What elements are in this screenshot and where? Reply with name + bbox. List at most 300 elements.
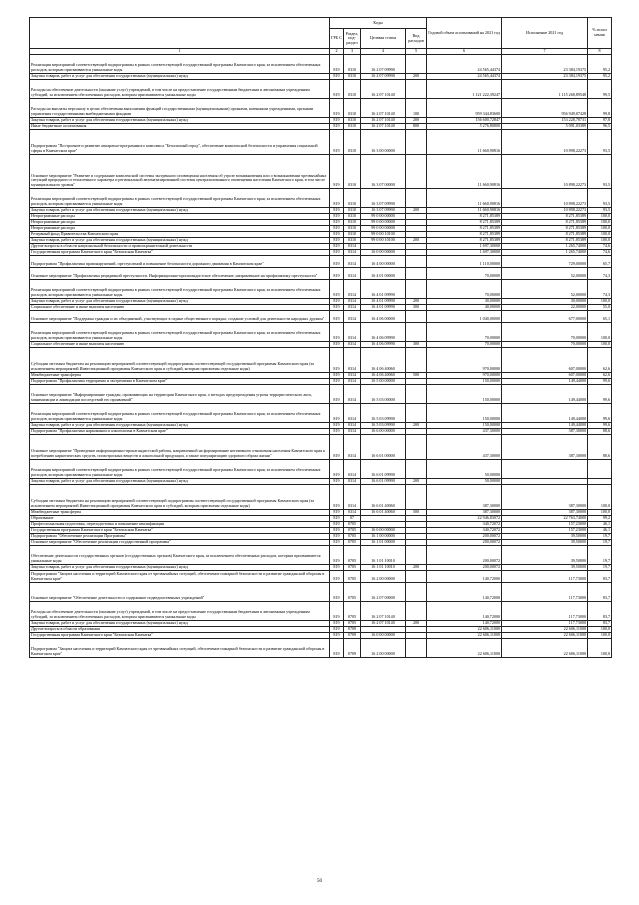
cell-t: 16 2 07 10140 [361,620,406,626]
cell-t: 16 6 01 09990 [361,478,406,484]
cell-v [406,322,427,341]
cell-name: Межбюджетные трансферты [30,509,330,515]
cell-e: 149,44000 [502,422,588,428]
cell-a: 437,30000 [427,428,502,434]
cell-s: 0705 [344,564,361,570]
cell-v: 200 [406,422,427,428]
cell-e: 22 606,11000 [502,638,588,657]
cell-s: 0314 [344,279,361,298]
cell-a: 387,30000 [427,484,502,509]
cell-g: 819 [330,98,344,117]
cell-a: 8 271,85389 [427,237,502,243]
cell-a: 340,72072 [427,521,502,527]
cell-g: 819 [330,509,344,515]
cell-g: 819 [330,255,344,267]
cell-g: 819 [330,249,344,255]
cell-g: 819 [330,478,344,484]
cell-name: Реализация мероприятий соответствующей подпрограммы в рамках соответствующей государственной программы Камчатского края, за исключением обеспеченных расходов, которым присваиваются уникальные коды [30,279,330,298]
cell-a: 40,00000 [427,304,502,310]
cell-s: 0310 [344,219,361,225]
header-target: Целевая статья [361,29,406,49]
cell-a: 140,72000 [427,570,502,582]
cell-t: 16 1 01 10010 [361,545,406,564]
cell-t: 16 4 01 09990 [361,304,406,310]
cell-s: 0314 [344,372,361,378]
cell-s: 0705 [344,582,361,601]
cell-e: 22 606,11000 [502,626,588,632]
cell-g: 819 [330,521,344,527]
cell-v [406,484,427,509]
table-row [30,403,612,422]
cell-a: 11 660,90816 [427,207,502,213]
header-pct: % испол нения [588,18,612,49]
cell-name: Закупка товаров, работ и услуг для обеспечения государственных (муниципальных) нужд [30,422,330,428]
cell-p: 19,7 [588,533,612,539]
cell-s: 0310 [344,225,361,231]
cell-name: Субсидии местным бюджетам на реализацию мероприятий соответствующей подпрограммы соответствующей государственной программы Камчатского края (за исключением мероприятий Инвестиционной программы Камчатского края и субсидий, которым присвоены отдельные коды) [30,484,330,509]
table-row [30,570,612,582]
column-number: 6 [427,49,502,55]
cell-s: 0709 [344,638,361,657]
cell-name: Профессиональная подготовка, переподготовка и повышение квалификации [30,521,330,527]
cell-s: 0705 [344,521,361,527]
cell-t: 16 4 06 00000 [361,310,406,322]
cell-g: 819 [330,73,344,79]
cell-v: 200 [406,298,427,304]
cell-e: 39,50000 [502,539,588,545]
cell-v: 200 [406,237,427,243]
cell-name: Непрограммные расходы [30,213,330,219]
cell-e: 22 763,74000 [502,515,588,521]
cell-v [406,129,427,154]
cell-name: Реализация мероприятий соответствующей подпрограммы в рамках соответствующей государственной программы Камчатского края, за исключением обеспеченных расходов, которым присваиваются уникальные коды [30,54,330,73]
cell-s: 0314 [344,322,361,341]
cell-v [406,255,427,267]
column-number: 7 [502,49,588,55]
cell-s: 0705 [344,527,361,533]
column-number: 5 [406,49,427,55]
cell-t: 16 2 00 00000 [361,570,406,582]
cell-s: 0314 [344,304,361,310]
cell-p: 100,0 [588,341,612,347]
cell-a: 70,00000 [427,322,502,341]
cell-t: 16 2 07 10140 [361,117,406,123]
table-row [30,188,612,207]
cell-v [406,79,427,98]
cell-p: 100,0 [588,322,612,341]
cell-name: Подпрограмма "Профилактика наркомании и алкоголизма в Камчатском крае" [30,428,330,434]
cell-a: 22 946,83072 [427,515,502,521]
cell-e: 729,00000 [502,255,588,267]
table-row [30,484,612,509]
cell-v [406,54,427,73]
cell-p: 100,0 [588,632,612,638]
cell-a: 24 565,44374 [427,54,502,73]
cell-s: 0314 [344,249,361,255]
cell-p: 99,6 [588,422,612,428]
cell-p: 19,7 [588,539,612,545]
cell-p: 46,1 [588,527,612,533]
cell-s: 0314 [344,422,361,428]
cell-e: 387,30000 [502,484,588,509]
cell-a: 1 040,00000 [427,310,502,322]
cell-v: 200 [406,478,427,484]
table-row [30,79,612,98]
cell-name: Реализация мероприятий соответствующей подпрограммы в рамках соответствующей государственной программы Камчатского края, за исключением обеспеченных расходов, которым присваиваются уникальные коды [30,322,330,341]
cell-g: 819 [330,123,344,129]
cell-t: 16 4 06 40060 [361,347,406,372]
cell-p: 100,0 [588,237,612,243]
cell-a: 200,00072 [427,564,502,570]
cell-v [406,434,427,459]
cell-s: 0705 [344,545,361,564]
cell-name: Основное мероприятие "Информирование граждан, проживающих на территории Камчатского края, о методах предупреждения угрозы террористического акта, минимизации и ликвидации последствий его проявлений" [30,384,330,403]
cell-g: 819 [330,117,344,123]
cell-name: Закупка товаров, работ и услуг для обеспечения государственных (муниципальных) нужд [30,237,330,243]
column-number: 3 [344,49,361,55]
cell-e: 607,00000 [502,372,588,378]
cell-e: 23 384,19375 [502,54,588,73]
table-row [30,638,612,657]
cell-v: 200 [406,207,427,213]
cell-p: 100,0 [588,219,612,225]
cell-e: 387,30000 [502,509,588,515]
header-grbs: ГРБ С [330,29,344,49]
cell-t: 16 6 01 40060 [361,484,406,509]
cell-p: 99,2 [588,515,612,521]
cell-t: 16 5 00 00000 [361,378,406,384]
cell-a: 200,00072 [427,545,502,564]
cell-v: 500 [406,509,427,515]
cell-name: Обеспечение деятельности государственных органов (государственных органов) Камчатского края, за исключением обеспеченных расходов, которым присваиваются уникальные коды [30,545,330,564]
cell-e: 8 271,85389 [502,237,588,243]
cell-v [406,403,427,422]
cell-a: 150,00000 [427,378,502,384]
cell-name: Другие вопросы в области образования [30,626,330,632]
cell-v: 200 [406,564,427,570]
cell-e: 10 898,22273 [502,129,588,154]
cell-t: 99 0 00 00000 [361,225,406,231]
cell-t: 16 1 01 00000 [361,539,406,545]
cell-v: 200 [406,620,427,626]
cell-t: 16 3 07 09990 [361,207,406,213]
cell-a: 140,72000 [427,620,502,626]
cell-v: 500 [406,372,427,378]
cell-t: 16 0 00 00000 [361,527,406,533]
cell-a: 140,72000 [427,601,502,620]
cell-g: 819 [330,54,344,73]
cell-t: 16 4 06 40060 [361,372,406,378]
cell-p: 95,2 [588,73,612,79]
cell-s: 0314 [344,341,361,347]
cell-g: 819 [330,527,344,533]
cell-name: Основное мероприятие "Обеспечение реализации государственной программы" [30,539,330,545]
cell-s: 0705 [344,601,361,620]
cell-name: Социальное обеспечение и иные выплаты населению [30,341,330,347]
cell-g: 819 [330,322,344,341]
budget-table-body [30,54,612,657]
table-row [30,98,612,117]
cell-g: 819 [330,384,344,403]
cell-t: 16 2 07 10140 [361,123,406,129]
cell-t: 16 2 07 09990 [361,73,406,79]
cell-t: 99 0 00 00000 [361,219,406,225]
cell-p: 83,7 [588,570,612,582]
cell-a: 11 660,90816 [427,129,502,154]
cell-g: 819 [330,225,344,231]
cell-e: 117,73000 [502,582,588,601]
table-row [30,129,612,154]
header-codes: Коды [330,18,427,29]
cell-s: 0709 [344,626,361,632]
cell-t: 99 0 00 00000 [361,213,406,219]
cell-s: 0310 [344,237,361,243]
cell-name: Непрограммные расходы [30,225,330,231]
cell-v: 200 [406,73,427,79]
cell-name: Основное мероприятие "Профилактика рецидивной преступности. Информационно-пропагандистское обеспечение, направленное на профилактику преступности" [30,267,330,279]
cell-name: Основное мероприятие "Обеспечение деятельности и содержание подведомственных учреждений" [30,582,330,601]
cell-a: 30,00000 [427,298,502,304]
cell-s: 0314 [344,509,361,515]
cell-name: Расходы на выплаты персоналу в целях обеспечения выполнения функций государственными (муниципальными) органами, казенными учреждениями, органами управления государственными внебюджетными фондами [30,98,330,117]
cell-name: Закупка товаров, работ и услуг для обеспечения государственных (муниципальных) нужд [30,564,330,570]
cell-t: 16 6 01 09990 [361,459,406,478]
cell-g: 819 [330,515,344,521]
cell-s: 0314 [344,434,361,459]
cell-e: 10 898,22273 [502,207,588,213]
cell-v [406,267,427,279]
cell-s: 0314 [344,347,361,372]
cell-s: 0314 [344,484,361,509]
cell-t: 16 4 01 09990 [361,298,406,304]
cell-t: 16 2 07 10140 [361,98,406,117]
cell-a: 970,00000 [427,372,502,378]
cell-g: 819 [330,79,344,98]
cell-e: 39,50000 [502,564,588,570]
cell-a: 1 697,30000 [427,249,502,255]
cell-name: Подпрограмма "Защита населения и территорий Камчатского края от чрезвычайных ситуаций, обеспечение пожарной безопасности и развитие гражданской обороны в Камчатском крае" [30,570,330,582]
cell-g: 819 [330,372,344,378]
cell-s: 0314 [344,459,361,478]
cell-p: 74,3 [588,279,612,298]
cell-p [588,459,612,478]
cell-v [406,459,427,478]
cell-e: 8 271,85389 [502,213,588,219]
cell-a: 156 600,72847 [427,117,502,123]
cell-s: 0314 [344,478,361,484]
cell-g: 819 [330,188,344,207]
table-row [30,322,612,341]
cell-s: 0314 [344,298,361,304]
cell-v [406,638,427,657]
cell-s: 0314 [344,428,361,434]
table-row [30,310,612,322]
cell-t: 16 1 00 00000 [361,533,406,539]
cell-name: Основное мероприятие "Поддержка граждан и их объединений, участвующих в охране общественного порядка, создание условий для деятельности народных дружин" [30,310,330,322]
cell-e: 677,00000 [502,310,588,322]
cell-p: 93,5 [588,207,612,213]
cell-v: 200 [406,117,427,123]
cell-t: 16 6 01 00000 [361,434,406,459]
cell-a: 22 606,11000 [427,626,502,632]
header-name [30,18,330,49]
cell-name: Закупка товаров, работ и услуг для обеспечения государственных (муниципальных) нужд [30,478,330,484]
cell-g: 819 [330,428,344,434]
cell-a: 437,30000 [427,434,502,459]
cell-t: 16 3 07 09990 [361,188,406,207]
cell-e: 149,44000 [502,403,588,422]
cell-p: 88,6 [588,428,612,434]
table-row [30,267,612,279]
cell-e: 10 898,22273 [502,154,588,188]
cell-e: 117,73000 [502,620,588,626]
cell-name: Расходы на обеспечение деятельности (оказание услуг) учреждений, в том числе на предоставление государственным бюджетным и автономным учреждениям субсидий, за исключением обеспеченных расходов, которым присваиваются уникальные коды [30,79,330,98]
cell-name: Основное мероприятие "Проведение информационно-пропагандистской работы, направленной на формирование негативного отношения населения Камчатского края к потреблению наркотических средств, психотропных веществ и алкогольной продукции, а также популяризацию здорового образа жизни" [30,434,330,459]
cell-t: 16 5 03 00000 [361,384,406,403]
column-number: 4 [361,49,406,55]
cell-v: 100 [406,98,427,117]
cell-v [406,545,427,564]
table-row [30,154,612,188]
cell-e: 8 271,85389 [502,231,588,237]
cell-t: 16 2 00 00000 [361,638,406,657]
cell-a: 8 271,85389 [427,213,502,219]
cell-name: Государственная программа Камчатского края "Безопасная Камчатка" [30,632,330,638]
cell-name: Основное мероприятие "Развитие и содержание комплексной системы экстренного оповещения населения об угрозе возникновения или о возникновении чрезвычайных ситуаций природного и техногенного характера и региональной автоматизированной системы централизованного оповещения населения Камчатского края, в том числе муниципального уровня" [30,154,330,188]
cell-a: 11 660,90816 [427,188,502,207]
cell-t: 16 4 06 09990 [361,322,406,341]
cell-name: Другие вопросы в области национальной безопасности и правоохранительной деятельности [30,243,330,249]
cell-s: 0310 [344,98,361,117]
cell-g: 819 [330,632,344,638]
cell-t: 16 6 01 40060 [361,509,406,515]
cell-s: 0314 [344,378,361,384]
table-row [30,347,612,372]
cell-g: 819 [330,564,344,570]
cell-name: Субсидии местным бюджетам на реализацию мероприятий соответствующей подпрограммы соответствующей государственной программы Камчатского края (за исключением мероприятий Инвестиционной программы Камчатского края и субсидий, которым присвоены отдельные коды) [30,347,330,372]
cell-e: 117,73000 [502,601,588,620]
cell-g: 819 [330,154,344,188]
cell-g: 819 [330,601,344,620]
budget-table [29,17,612,658]
cell-p: 74,6 [588,243,612,249]
cell-name: Подпрограмма "Защита населения и территорий Камчатского края от чрезвычайных ситуаций, обеспечение пожарной безопасности и развитие гражданской обороны в Камчатском крае" [30,638,330,657]
cell-a: 150,00000 [427,422,502,428]
cell-p: 100,0 [588,225,612,231]
cell-g: 819 [330,403,344,422]
cell-a: 200,00072 [427,533,502,539]
cell-a: 70,00000 [427,267,502,279]
cell-p: 96,5 [588,123,612,129]
cell-g: 819 [330,422,344,428]
cell-name: Социальное обеспечение и иные выплаты населению [30,304,330,310]
cell-e: 157,23000 [502,527,588,533]
cell-e: 117,73000 [502,570,588,582]
cell-p: 100,0 [588,298,612,304]
cell-s: 0310 [344,117,361,123]
cell-p: 93,5 [588,129,612,154]
cell-p: 100,0 [588,638,612,657]
cell-s: 0310 [344,154,361,188]
cell-g: 819 [330,279,344,298]
cell-g: 819 [330,626,344,632]
cell-name: Непрограммные расходы [30,219,330,225]
cell-g: 819 [330,378,344,384]
cell-s: 0314 [344,384,361,403]
cell-e: 30,00000 [502,298,588,304]
cell-a: 959 344,83600 [427,98,502,117]
cell-a: 150,00000 [427,403,502,422]
table-row [30,459,612,478]
cell-s: 0705 [344,570,361,582]
cell-p: 100,0 [588,213,612,219]
table-row [30,255,612,267]
cell-p: 88,6 [588,434,612,459]
cell-t: 16 4 01 09990 [361,279,406,298]
cell-g: 819 [330,207,344,213]
cell-s: 0310 [344,188,361,207]
cell-e: 956 949,07428 [502,98,588,117]
cell-e: 39,50000 [502,533,588,539]
cell-g: 819 [330,237,344,243]
cell-s: 0310 [344,73,361,79]
cell-s: 0705 [344,533,361,539]
cell-name: Государственная программа Камчатского края "Безопасная Камчатка" [30,527,330,533]
cell-s: 0705 [344,620,361,626]
cell-g: 819 [330,304,344,310]
cell-g: 819 [330,533,344,539]
cell-a: 24 565,44374 [427,73,502,79]
cell-t: 99 0 00 10100 [361,231,406,237]
cell-e [502,459,588,478]
cell-p: 93,5 [588,154,612,188]
cell-e: 23 384,19375 [502,73,588,79]
cell-name: Государственная программа Камчатского края "Безопасная Камчатка" [30,249,330,255]
cell-e: 387,30000 [502,434,588,459]
cell-g: 819 [330,310,344,322]
cell-a: 22 606,11000 [427,638,502,657]
cell-v [406,154,427,188]
cell-v [406,347,427,372]
cell-p: 74,3 [588,267,612,279]
cell-p: 83,7 [588,582,612,601]
table-row [30,279,612,298]
cell-v [406,601,427,620]
cell-t: 16 4 06 09990 [361,341,406,347]
table-row [30,545,612,564]
cell-p: 99,8 [588,98,612,117]
cell-v [406,279,427,298]
cell-p: 100,0 [588,484,612,509]
cell-a: 1 697,30000 [427,243,502,249]
cell-v: 300 [406,304,427,310]
cell-e: 157,23000 [502,521,588,527]
cell-p: 97,8 [588,117,612,123]
cell-s: 0314 [344,267,361,279]
cell-name: Иные бюджетные ассигнования [30,123,330,129]
cell-s: 0705 [344,539,361,545]
cell-p: 95,2 [588,54,612,73]
column-number: 1 [30,49,330,55]
cell-name: Закупка товаров, работ и услуг для обеспечения государственных (муниципальных) нужд [30,298,330,304]
cell-a: 8 271,85389 [427,219,502,225]
cell-e: 39,50000 [502,545,588,564]
cell-e: 52,00000 [502,267,588,279]
cell-name: Резервный фонд Правительства Камчатского края [30,231,330,237]
cell-p: 99,5 [588,79,612,98]
cell-e: 1 115 268,89548 [502,79,588,98]
cell-a: 22 606,11000 [427,632,502,638]
